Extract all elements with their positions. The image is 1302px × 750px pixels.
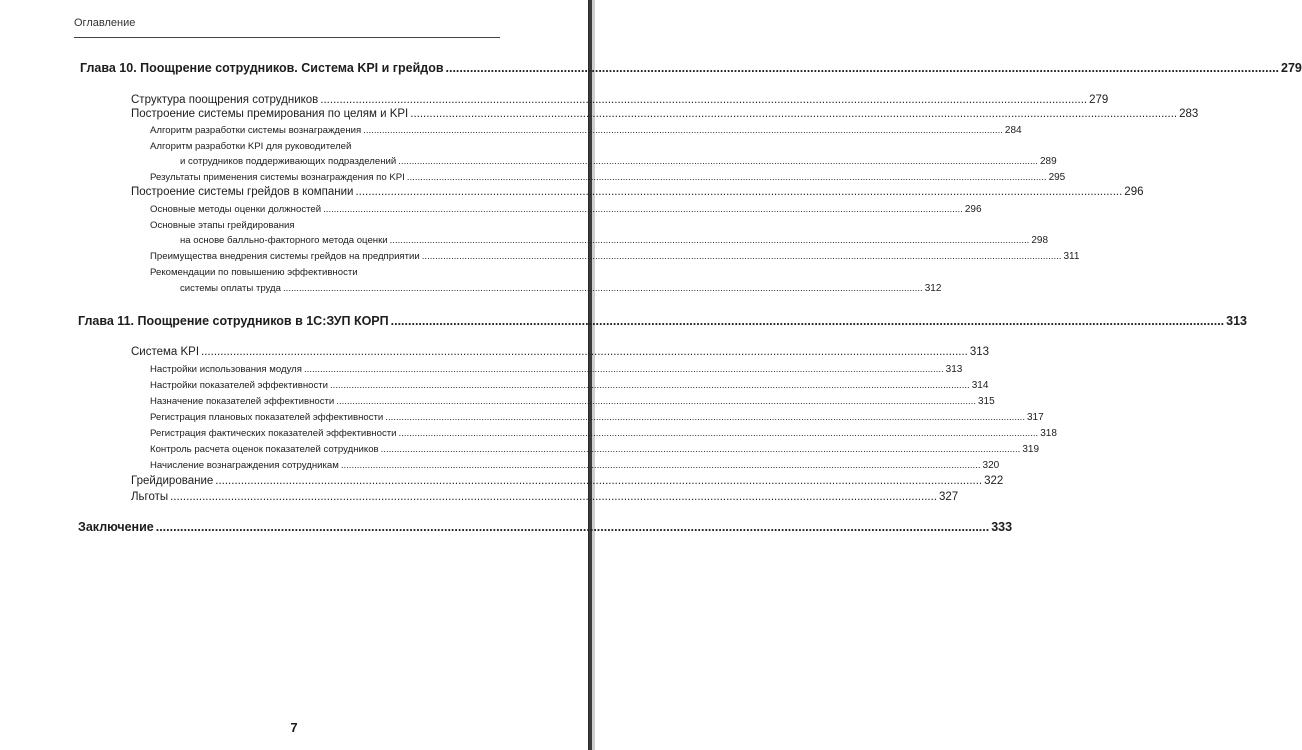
toc-section[interactable]: [131, 186, 1144, 198]
toc-leader: ................................................................................................................................................................................................................................................: [170, 491, 937, 503]
toc-leader: ................................................................................................................................................................................................................................................: [363, 125, 1003, 136]
toc-entry-title: Настройки показателей эффективности: [150, 380, 329, 391]
toc-entry-page: 279: [1281, 61, 1302, 75]
toc-section[interactable]: [131, 475, 1004, 487]
toc-leader: ................................................................................................................................................................................................................................................: [398, 428, 1039, 439]
toc-leader: ................................................................................................................................................................................................................................................: [330, 380, 970, 391]
toc-leader: ................................................................................................................................................................................................................................................: [323, 204, 963, 215]
toc-leader: ................................................................................................................................................................................................................................................: [398, 156, 1038, 167]
toc-entry-title: Назначение показателей эффективности: [150, 396, 335, 407]
toc-entry-title: Глава 10. Поощрение сотрудников. Система KPI и грейдов: [80, 61, 444, 75]
toc-subsection[interactable]: [150, 172, 1066, 183]
toc-entry-title: Система KPI: [131, 346, 200, 358]
toc-entry-title: Заключение: [78, 520, 154, 534]
toc-entry-page: 327: [938, 491, 959, 503]
toc-entry-title: Алгоритм разработки системы вознаграждения: [150, 125, 362, 136]
toc-entry-page: 279: [1089, 94, 1109, 106]
toc-section[interactable]: [131, 108, 1199, 120]
toc-entry-title: Преимущества внедрения системы грейдов на предприятии: [150, 251, 420, 262]
toc-leader: ................................................................................................................................................................................................................................................: [282, 283, 923, 294]
toc-entry-title: Построение системы грейдов в компании: [131, 186, 354, 198]
toc-subsection[interactable]: [180, 235, 1049, 246]
toc-subsection[interactable]: [150, 204, 982, 215]
toc-leader: ................................................................................................................................................................................................................................................: [410, 108, 1178, 120]
toc-entry-page: 322: [984, 475, 1004, 487]
toc-chapter-10[interactable]: [80, 61, 1302, 75]
toc-leader: ................................................................................................................................................................................................................................................: [421, 251, 1062, 262]
toc-entry-title: Результаты применения системы вознаграждения по KPI: [150, 172, 405, 183]
toc-entry-title: Регистрация плановых показателей эффективности: [150, 412, 384, 423]
toc-entry-page: 313: [1226, 314, 1247, 328]
toc-entry-page: 313: [945, 364, 963, 375]
toc-entry-title: Настройки использования модуля: [150, 364, 302, 375]
toc-conclusion[interactable]: [78, 520, 1013, 534]
toc-entry-page: 311: [1063, 251, 1080, 262]
toc-entry-page: 295: [1048, 172, 1066, 183]
toc-subsection-line1[interactable]: Алгоритм разработки KPI для руководителей: [150, 141, 352, 152]
toc-entry-page: 319: [1022, 444, 1040, 455]
toc-entry-page: 284: [1004, 125, 1022, 136]
toc-leader: ................................................................................................................................................................................................................................................: [355, 186, 1123, 198]
toc-entry-page: 313: [969, 346, 990, 358]
toc-entry-title: Основные методы оценки должностей: [150, 204, 322, 215]
toc-entry-title: и сотрудников поддерживающих подразделений: [180, 156, 397, 167]
toc-subsection[interactable]: [150, 428, 1057, 439]
toc-chapter-11[interactable]: [78, 314, 1247, 328]
header-rule: [74, 37, 500, 38]
toc-entry-page: 283: [1179, 108, 1199, 120]
toc-entry-page: 315: [978, 396, 995, 407]
toc-leader: ................................................................................................................................................................................................................................................: [340, 460, 981, 471]
toc-leader: ................................................................................................................................................................................................................................................: [380, 444, 1021, 455]
toc-entry-title: Грейдирование: [131, 475, 214, 487]
toc-entry-page: 298: [1031, 235, 1049, 246]
toc-subsection-line1[interactable]: Рекомендации по повышению эффективности: [150, 267, 358, 278]
toc-entry-title: Контроль расчета оценок показателей сотрудников: [150, 444, 379, 455]
toc-entry-title: Построение системы премирования по целям и KPI: [131, 108, 409, 120]
toc-section[interactable]: [131, 491, 959, 503]
toc-entry-page: 317: [1027, 412, 1044, 423]
toc-leader: ................................................................................................................................................................................................................................................: [385, 412, 1025, 423]
toc-entry-title: Льготы: [131, 491, 169, 503]
toc-entry-title: Глава 11. Поощрение сотрудников в 1С:ЗУП КОРП: [78, 314, 389, 328]
toc-entry-page: 296: [964, 204, 982, 215]
toc-entry-title: на основе балльно-факторного метода оценки: [180, 235, 388, 246]
toc-subsection[interactable]: [180, 156, 1057, 167]
toc-subsection[interactable]: [150, 251, 1080, 262]
toc-subsection[interactable]: [150, 460, 1000, 471]
toc-section[interactable]: [131, 346, 990, 358]
toc-entry-title: системы оплаты труда: [180, 283, 281, 294]
toc-leader: ................................................................................................................................................................................................................................................: [445, 61, 1280, 75]
toc-entry-title: Начисление вознаграждения сотрудникам: [150, 460, 339, 471]
page-number: 7: [290, 720, 298, 735]
toc-entry-page: 296: [1124, 186, 1144, 198]
toc-subsection[interactable]: [150, 412, 1044, 423]
toc-subsection[interactable]: [150, 444, 1040, 455]
toc-section[interactable]: [131, 94, 1109, 106]
toc-leader: ................................................................................................................................................................................................................................................: [215, 475, 983, 487]
toc-entry-page: 314: [971, 380, 989, 391]
toc-entry-page: 312: [924, 283, 942, 294]
toc-subsection[interactable]: [150, 125, 1022, 136]
toc-leader: ................................................................................................................................................................................................................................................: [303, 364, 944, 375]
toc-leader: ................................................................................................................................................................................................................................................: [155, 520, 990, 534]
toc-entry-page: 318: [1040, 428, 1057, 439]
toc-entry-page: 333: [991, 520, 1013, 534]
toc-subsection-line1[interactable]: Основные этапы грейдирования: [150, 220, 295, 231]
toc-leader: ................................................................................................................................................................................................................................................: [406, 172, 1047, 183]
toc-entry-page: 320: [982, 460, 1000, 471]
toc-leader: ................................................................................................................................................................................................................................................: [320, 94, 1088, 106]
toc-entry-title: Регистрация фактических показателей эффективности: [150, 428, 397, 439]
toc-leader: ................................................................................................................................................................................................................................................: [336, 396, 976, 407]
toc-subsection[interactable]: [150, 380, 989, 391]
toc-entry-page: 289: [1039, 156, 1057, 167]
toc-leader: ................................................................................................................................................................................................................................................: [201, 346, 968, 358]
toc-leader: ................................................................................................................................................................................................................................................: [389, 235, 1030, 246]
toc-subsection[interactable]: [150, 364, 963, 375]
running-header: Оглавление: [74, 17, 136, 29]
toc-subsection[interactable]: [180, 283, 942, 294]
toc-entry-title: Структура поощрения сотрудников: [131, 94, 319, 106]
toc-leader: ................................................................................................................................................................................................................................................: [390, 314, 1225, 328]
toc-subsection[interactable]: [150, 396, 995, 407]
